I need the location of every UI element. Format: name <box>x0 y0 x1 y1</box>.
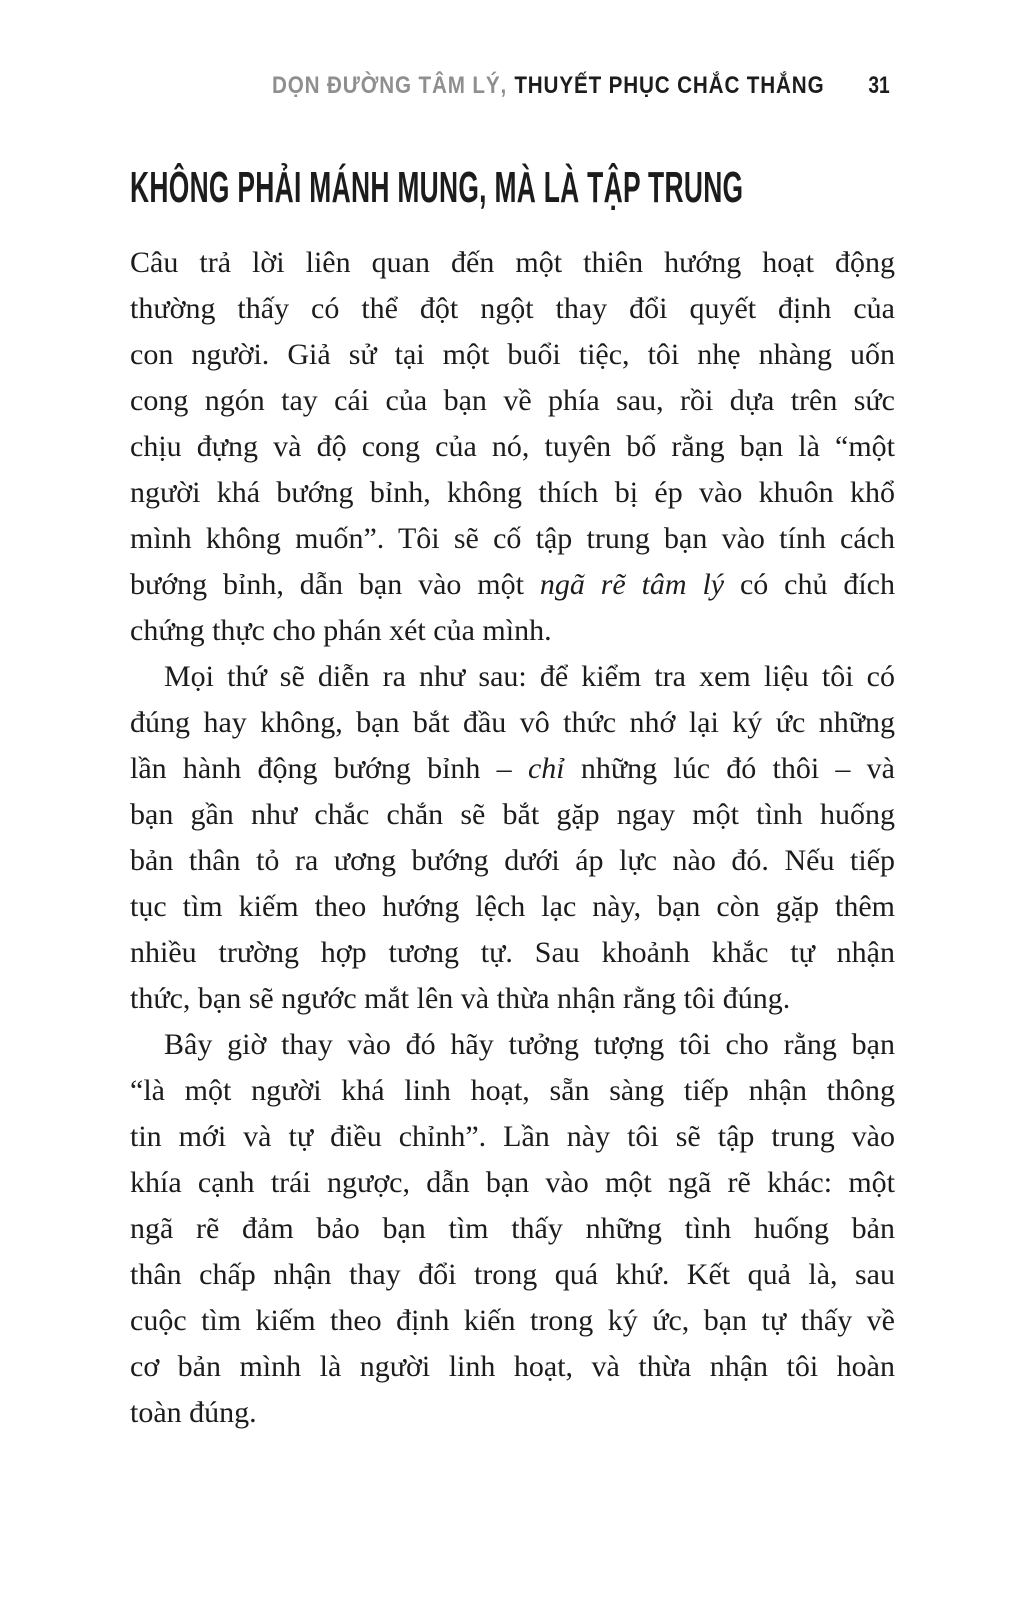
text-segment: nhiều trường hợp tương tự. Sau khoảnh khắc tự nhận <box>130 936 895 969</box>
text-segment: “là một người khá linh hoạt, sẵn sàng tiếp nhận thông <box>130 1074 895 1107</box>
running-header-bold: THUYẾT PHỤC CHẮC THẮNG <box>514 72 825 99</box>
text-segment: thức, bạn sẽ ngước mắt lên và thừa nhận rằng tôi đúng. <box>130 982 791 1015</box>
text-segment: Mọi thứ sẽ diễn ra như sau: để kiểm tra xem liệu tôi có <box>164 660 895 693</box>
text-segment: thân chấp nhận thay đổi trong quá khứ. Kết quả là, sau <box>130 1258 895 1291</box>
text-line <box>130 1160 895 1206</box>
text-segment: cuộc tìm kiếm theo định kiến trong ký ức, bạn tự thấy về <box>130 1304 895 1337</box>
text-segment: đúng hay không, bạn bắt đầu vô thức nhớ lại ký ức những <box>130 706 895 739</box>
text-segment: khía cạnh trái ngược, dẫn bạn vào một ngã rẽ khác: một <box>130 1166 895 1199</box>
text-segment: chứng thực cho phán xét của mình. <box>130 614 552 647</box>
text-segment: Câu trả lời liên quan đến một thiên hướng hoạt động <box>130 246 895 279</box>
text-line <box>130 838 895 884</box>
text-segment: có chủ đích <box>724 568 895 601</box>
text-line <box>130 516 895 562</box>
text-segment: chịu đựng và độ cong của nó, tuyên bố rằng bạn là “một <box>130 430 895 463</box>
text-line <box>130 792 895 838</box>
text-line <box>130 746 895 792</box>
text-segment: lần hành động bướng bỉnh – <box>130 752 528 785</box>
running-header <box>272 74 824 98</box>
text-line <box>130 1344 895 1390</box>
section-title: KHÔNG PHẢI MÁNH MUNG, MÀ LÀ TẬP TRUNG <box>130 163 744 212</box>
text-segment: con người. Giả sử tại một buổi tiệc, tôi nhẹ nhàng uốn <box>130 338 895 371</box>
text-segment: bản thân tỏ ra ương bướng dưới áp lực nào đó. Nếu tiếp <box>130 844 895 877</box>
text-line <box>130 1022 895 1068</box>
text-segment: người khá bướng bỉnh, không thích bị ép vào khuôn khổ <box>130 476 895 509</box>
text-line <box>130 378 895 424</box>
text-line <box>130 240 895 286</box>
text-segment: bướng bỉnh, dẫn bạn vào một <box>130 568 540 601</box>
text-line <box>130 1252 895 1298</box>
text-segment: toàn đúng. <box>130 1396 257 1429</box>
text-line <box>130 976 895 1022</box>
emphasized-text: ngã rẽ tâm lý <box>539 568 725 601</box>
text-line <box>130 1298 895 1344</box>
text-line <box>130 332 895 378</box>
running-header-light: DỌN ĐƯỜNG TÂM LÝ, <box>272 72 508 99</box>
text-line <box>130 608 895 654</box>
text-line <box>130 1390 895 1436</box>
text-segment: những lúc đó thôi – và <box>564 752 895 785</box>
text-segment: cong ngón tay cái của bạn về phía sau, rồi dựa trên sức <box>130 384 895 417</box>
text-line <box>130 1206 895 1252</box>
text-line <box>130 1114 895 1160</box>
text-line <box>130 1068 895 1114</box>
text-segment: cơ bản mình là người linh hoạt, và thừa nhận tôi hoàn <box>130 1350 895 1383</box>
text-line <box>130 930 895 976</box>
text-segment: tin mới và tự điều chỉnh”. Lần này tôi sẽ tập trung vào <box>130 1120 895 1153</box>
text-segment: mình không muốn”. Tôi sẽ cố tập trung bạn vào tính cách <box>130 522 895 555</box>
text-line <box>130 424 895 470</box>
emphasized-text: chỉ <box>527 752 565 785</box>
text-line <box>130 286 895 332</box>
body-text <box>130 240 895 1436</box>
text-segment: thường thấy có thể đột ngột thay đổi quyết định của <box>130 292 895 325</box>
paragraph <box>130 1022 895 1436</box>
text-line <box>130 700 895 746</box>
text-segment: bạn gần như chắc chắn sẽ bắt gặp ngay một tình huống <box>130 798 895 831</box>
text-line <box>130 470 895 516</box>
paragraph <box>130 240 895 654</box>
text-segment: tục tìm kiếm theo hướng lệch lạc này, bạn còn gặp thêm <box>130 890 895 923</box>
text-segment: Bây giờ thay vào đó hãy tưởng tượng tôi cho rằng bạn <box>164 1028 895 1061</box>
text-line <box>130 562 895 608</box>
paragraph <box>130 654 895 1022</box>
text-line <box>130 884 895 930</box>
text-segment: ngã rẽ đảm bảo bạn tìm thấy những tình huống bản <box>130 1212 895 1245</box>
page-number: 31 <box>868 72 890 99</box>
text-line <box>130 654 895 700</box>
